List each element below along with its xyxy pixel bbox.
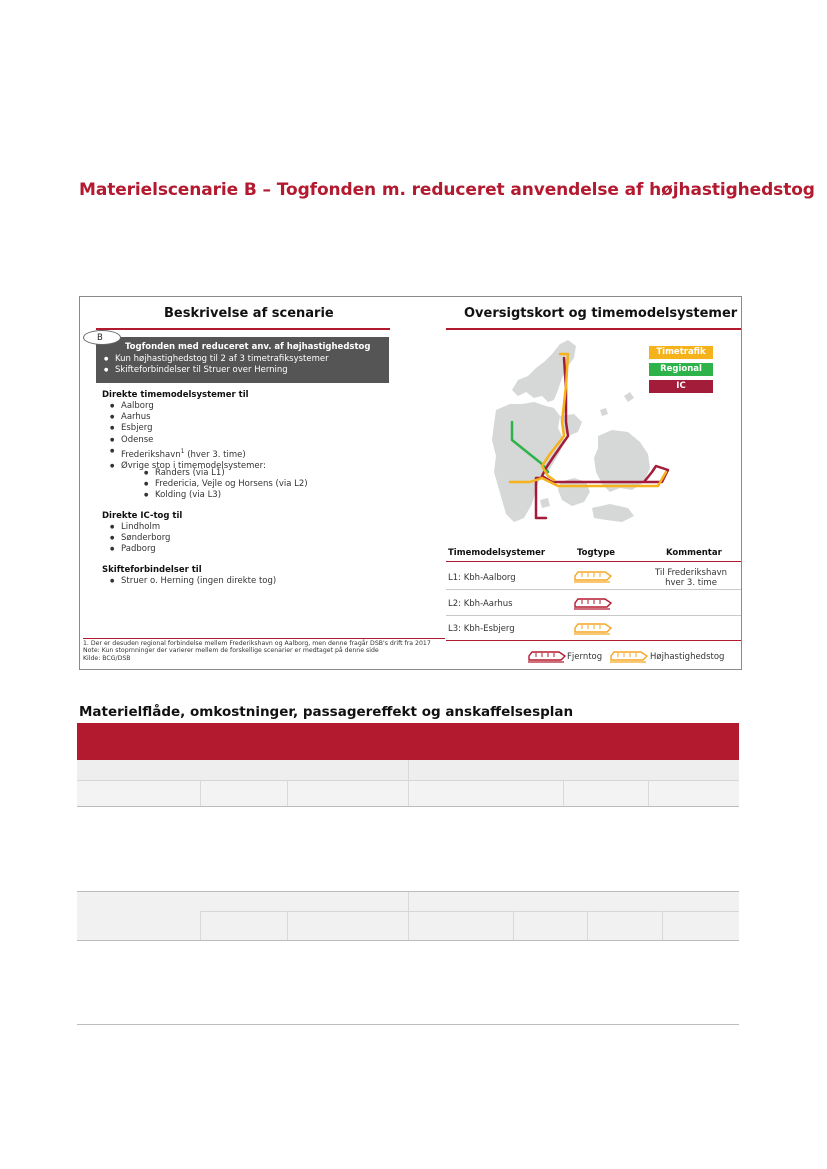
- left-panel-title: Beskrivelse af scenarie: [164, 306, 334, 321]
- footnote: Kilde: BCG/DSB: [83, 654, 131, 662]
- table-column-divider: [513, 911, 514, 940]
- table-cell-system: L2: Kbh-Aarhus: [448, 599, 513, 609]
- train-icon: [574, 595, 612, 614]
- direct-time-heading: Direkte timemodelsystemer til: [102, 390, 249, 400]
- table-header-rule: [446, 561, 742, 562]
- scenario-box-bullet: ● Skifteforbindelser til Struer over Herning: [104, 365, 329, 376]
- direct-time-list: [110, 401, 266, 472]
- train-icon: [574, 568, 612, 587]
- table-column-divider: [587, 911, 588, 940]
- table-rule: [77, 940, 739, 941]
- row-divider: [446, 589, 742, 590]
- table-header-comment: Kommentar: [666, 548, 722, 558]
- footnote: Note: Kun stoprnninger der varierer mellem de forskellige scenarier er medtaget på denne side: [83, 647, 379, 655]
- left-panel-rule: [96, 328, 390, 330]
- train-icon: [610, 648, 648, 667]
- list-item: ● Struer o. Herning (ingen direkte tog): [110, 576, 276, 587]
- scenario-box-bullet: ● Kun højhastighedstog til 2 af 3 timetrafiksystemer: [104, 354, 329, 365]
- right-panel-title: Oversigtskort og timemodelsystemer: [464, 306, 738, 321]
- list-item: ● Øvrige stop i timemodelsystemer:: [110, 461, 266, 472]
- table-cell-system: L3: Kbh-Esbjerg: [448, 624, 515, 634]
- direct-ic-list: [110, 522, 170, 556]
- list-item: ● Randers (via L1): [144, 468, 308, 479]
- list-item: ● Fredericia, Vejle og Horsens (via L2): [144, 479, 308, 490]
- footnote: 1. Der er desuden regional forbindelse mellem Frederikshavn og Aalborg, men denne fragår DSB's drift fra 2017: [83, 640, 431, 647]
- list-item: ● Padborg: [110, 544, 170, 555]
- table-column-divider: [648, 781, 649, 806]
- legend-ic: IC: [649, 380, 713, 393]
- comment-line: Til Frederikshavn: [654, 568, 727, 578]
- page-title: Materielscenarie B – Togfonden m. reduceret anvendelse af højhastighedstog: [79, 180, 815, 200]
- table-rule: [77, 1024, 739, 1025]
- table-column-divider: [287, 911, 288, 940]
- comment-line: hver 3. time: [665, 578, 717, 588]
- list-item: ● Aalborg: [110, 401, 266, 412]
- table-rule: [200, 911, 739, 912]
- scenario-badge: B: [83, 330, 121, 345]
- legend-timetrafik: Timetrafik: [649, 346, 713, 359]
- section-heading: Materielflåde, omkostninger, passagereffekt og anskaffelsesplan: [79, 704, 574, 720]
- table-rule: [77, 806, 739, 807]
- table-column-divider: [287, 781, 288, 806]
- row-divider: [446, 615, 742, 616]
- transfer-heading: Skifteforbindelser til: [102, 565, 202, 575]
- table-column-divider: [200, 781, 201, 806]
- route-lines: [482, 332, 742, 532]
- table-column-divider: [408, 760, 409, 806]
- table-cell-system: L1: Kbh-Aalborg: [448, 573, 516, 583]
- right-panel-rule: [446, 328, 742, 330]
- table-column-divider: [200, 911, 201, 940]
- list-item: ● Esbjerg: [110, 423, 266, 434]
- footnotes: [83, 640, 431, 662]
- list-item: ● Lindholm: [110, 522, 170, 533]
- scenario-box-heading: Togfonden med reduceret anv. af højhastighedstog: [125, 342, 371, 352]
- other-stops-list: [144, 468, 308, 502]
- frederikshavn-label: Frederikshavn: [121, 449, 181, 460]
- train-icon: [528, 648, 566, 667]
- timetrafik-route-line-l3: [510, 472, 666, 486]
- list-item: ● Aarhus: [110, 412, 266, 423]
- ic-route-line-south: [536, 478, 546, 518]
- table-header-train: Togtype: [577, 548, 616, 558]
- table-column-divider: [408, 892, 409, 940]
- legend-hojhastighedstog: Højhastighedstog: [650, 652, 725, 662]
- table-header-band: [77, 723, 739, 760]
- legend-regional: Regional: [649, 363, 713, 376]
- table-column-divider: [662, 911, 663, 940]
- scenario-figure: [79, 296, 742, 670]
- list-item: ● Odense: [110, 435, 266, 446]
- frederikshavn-note: (hver 3. time): [187, 449, 246, 460]
- train-icon: [574, 620, 612, 639]
- footnote-rule: [83, 638, 445, 639]
- transfer-list: [110, 576, 276, 587]
- table-bottom-rule: [446, 640, 742, 641]
- list-item: [110, 446, 266, 461]
- ic-route-line: [542, 358, 668, 482]
- table-header-system: Timemodelsystemer: [448, 548, 546, 558]
- scenario-summary-box: [96, 337, 389, 383]
- direct-ic-heading: Direkte IC-tog til: [102, 511, 183, 521]
- legend-fjerntog: Fjerntog: [567, 652, 603, 662]
- list-item: ● Sønderborg: [110, 533, 170, 544]
- list-item: ● Kolding (via L3): [144, 490, 308, 501]
- footnote-marker: 1: [180, 447, 185, 455]
- table-cell-comment: [642, 568, 740, 588]
- table-column-divider: [563, 781, 564, 806]
